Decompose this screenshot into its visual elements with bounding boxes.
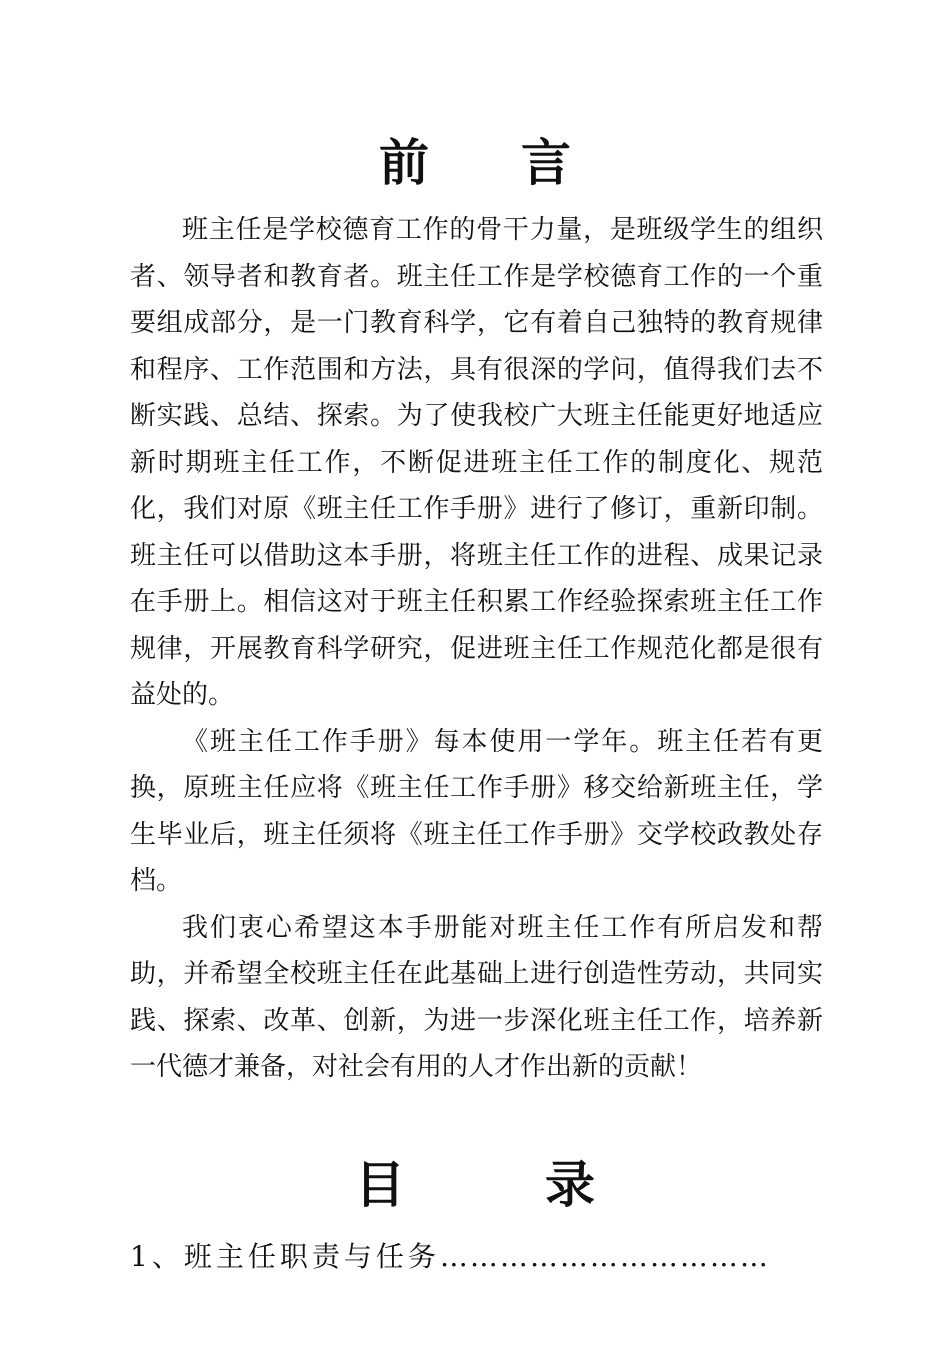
preface-paragraph-1: 班主任是学校德育工作的骨干力量，是班级学生的组织者、领导者和教育者。班主任工作是学校德育工作的一个重要组成部分，是一门教育科学，它有着自己独特的教育规律和程序、工作范围和方法，具有很深的学问，值得我们去不断实践、总结、探索。为了使我校广大班主任能更好地适应新时期班主任工作，不断促进班主任工作的制度化、规范化，我们对原《班主任工作手册》进行了修订，重新印制。班主任可以借助这本手册，将班主任工作的进程、成果记录在手册上。相信这对于班主任积累工作经验探索班主任工作规律，开展教育科学研究，促进班主任工作规范化都是很有益处的。 xyxy=(130,215,823,710)
toc-item[interactable] xyxy=(130,1232,823,1282)
toc-title-char-2: 录 xyxy=(545,1156,595,1214)
preface-title-char-1: 前 xyxy=(379,134,429,192)
preface-title xyxy=(0,128,950,198)
toc-title-char-1: 目 xyxy=(355,1156,405,1214)
preface-body xyxy=(130,207,823,1091)
preface-title-char-2: 言 xyxy=(521,134,571,192)
toc-title xyxy=(0,1150,950,1220)
preface-paragraph-2: 《班主任工作手册》每本使用一学年。班主任若有更换，原班主任应将《班主任工作手册》移交给新班主任，学生毕业后，班主任须将《班主任工作手册》交学校政教处存档。 xyxy=(130,726,823,896)
toc-item-leader: …………………………… xyxy=(439,1240,770,1273)
toc-list xyxy=(130,1232,823,1282)
toc-item-label: 1、班主任职责与任务 xyxy=(130,1240,440,1273)
preface-paragraph-3: 我们衷心希望这本手册能对班主任工作有所启发和帮助，并希望全校班主任在此基础上进行创造性劳动，共同实践、探索、改革、创新，为进一步深化班主任工作，培养新一代德才兼备，对社会有用的人才作出新的贡献！ xyxy=(130,912,823,1082)
